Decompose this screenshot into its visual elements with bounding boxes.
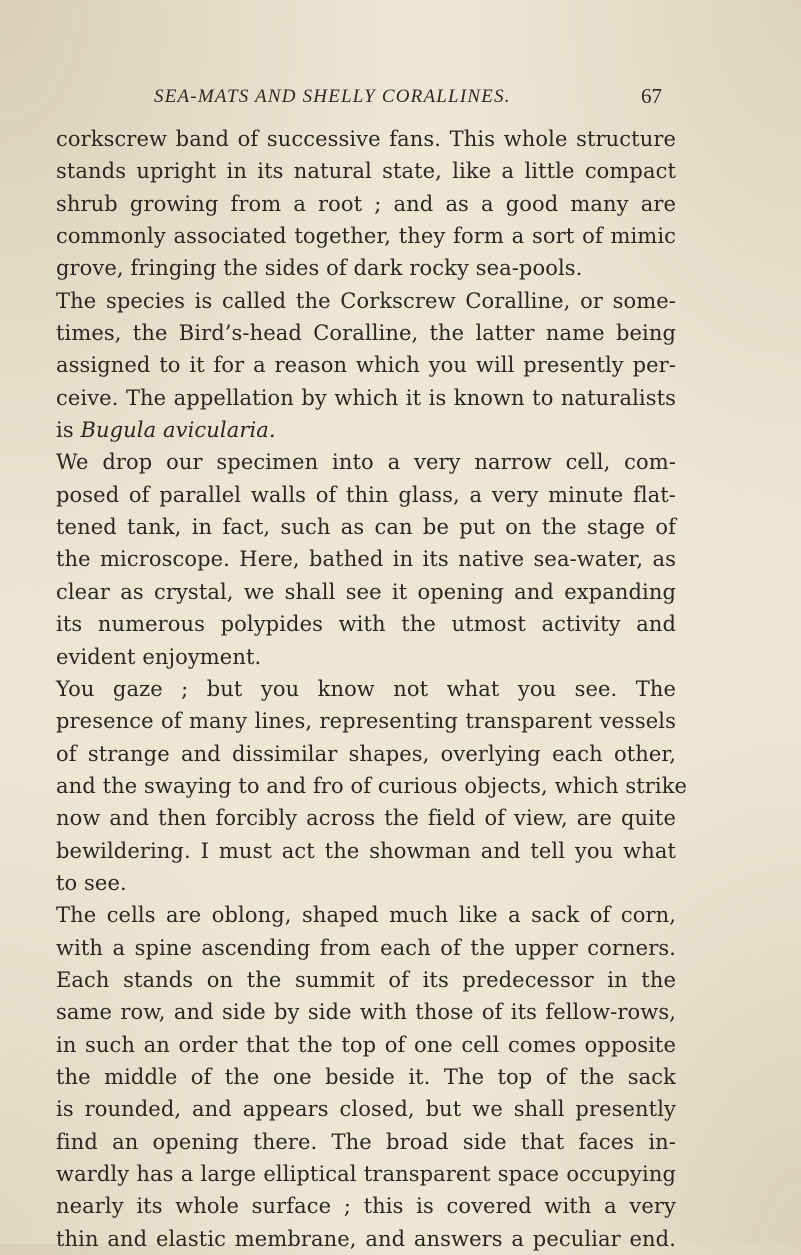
text-line: bewildering. I must act the showman and tell you what bbox=[56, 838, 676, 863]
text-line: tened tank, in fact, such as can be put on the stage of bbox=[56, 515, 676, 540]
text-line: The cells are oblong, shaped much like a sack of corn, bbox=[56, 903, 676, 928]
running-head: SEA-MATS AND SHELLY CORALLINES. bbox=[154, 86, 511, 107]
text-line: is rounded, and appears closed, but we shall presently bbox=[56, 1097, 676, 1122]
text-line: You gaze ; but you know not what you see. The bbox=[56, 676, 676, 701]
body-text bbox=[56, 123, 688, 1255]
text-line: the microscope. Here, bathed in its native sea-water, as bbox=[56, 547, 676, 572]
text-line: the middle of the one beside it. The top of the sack bbox=[56, 1064, 676, 1089]
text-line: We drop our specimen into a very narrow cell, com- bbox=[56, 450, 676, 475]
text-line: in such an order that the top of one cell comes opposite bbox=[56, 1032, 676, 1057]
text-line: wardly has a large elliptical transparent space occupying bbox=[56, 1162, 676, 1186]
text-line: posed of parallel walls of thin glass, a very minute flat- bbox=[56, 482, 676, 507]
text-line: thin and elastic membrane, and answers a peculiar end. bbox=[56, 1226, 676, 1251]
text-line: stands upright in its natural state, like a little compact bbox=[56, 159, 676, 184]
text-line: corkscrew band of successive fans. This whole structure bbox=[56, 127, 676, 151]
text-line: shrub growing from a root ; and as a good many are bbox=[56, 191, 676, 216]
text-line: now and then forcibly across the field of view, are quite bbox=[56, 806, 676, 831]
page-number: 67 bbox=[641, 84, 662, 108]
text-line: with a spine ascending from each of the upper corners. bbox=[56, 935, 676, 960]
text-line: commonly associated together, they form a sort of mimic bbox=[56, 224, 676, 249]
text-line: of strange and dissimilar shapes, overlying each other, bbox=[56, 741, 676, 766]
text-line: assigned to it for a reason which you will presently per- bbox=[56, 353, 676, 378]
text-line: evident enjoyment. bbox=[56, 644, 262, 669]
text-line: Each stands on the summit of its predecessor in the bbox=[56, 967, 676, 992]
text-line: presence of many lines, representing transparent vessels bbox=[56, 709, 676, 734]
species-name: Bugula avicularia. bbox=[80, 418, 276, 443]
text-line: its numerous polypides with the utmost activity and bbox=[56, 612, 676, 637]
text-line: to see. bbox=[56, 870, 127, 895]
text-line: The species is called the Corkscrew Coralline, or some- bbox=[56, 288, 676, 313]
text-line: find an opening there. The broad side that faces in- bbox=[56, 1129, 676, 1154]
text-line: nearly its whole surface ; this is covered with a very bbox=[56, 1194, 676, 1219]
text-line: ceive. The appellation by which it is known to naturalists bbox=[56, 385, 676, 410]
text-line: times, the Bird’s-head Coralline, the latter name being bbox=[56, 321, 676, 346]
text-line: clear as crystal, we shall see it opening and expanding bbox=[56, 579, 676, 604]
text-line: grove, fringing the sides of dark rocky sea-pools. bbox=[56, 256, 583, 281]
text-line: and the swaying to and fro of curious objects, which strike bbox=[56, 773, 688, 798]
text-line-prefix: is bbox=[56, 418, 81, 443]
text-line: same row, and side by side with those of its fellow-rows, bbox=[56, 1000, 676, 1025]
text-line bbox=[56, 414, 676, 446]
